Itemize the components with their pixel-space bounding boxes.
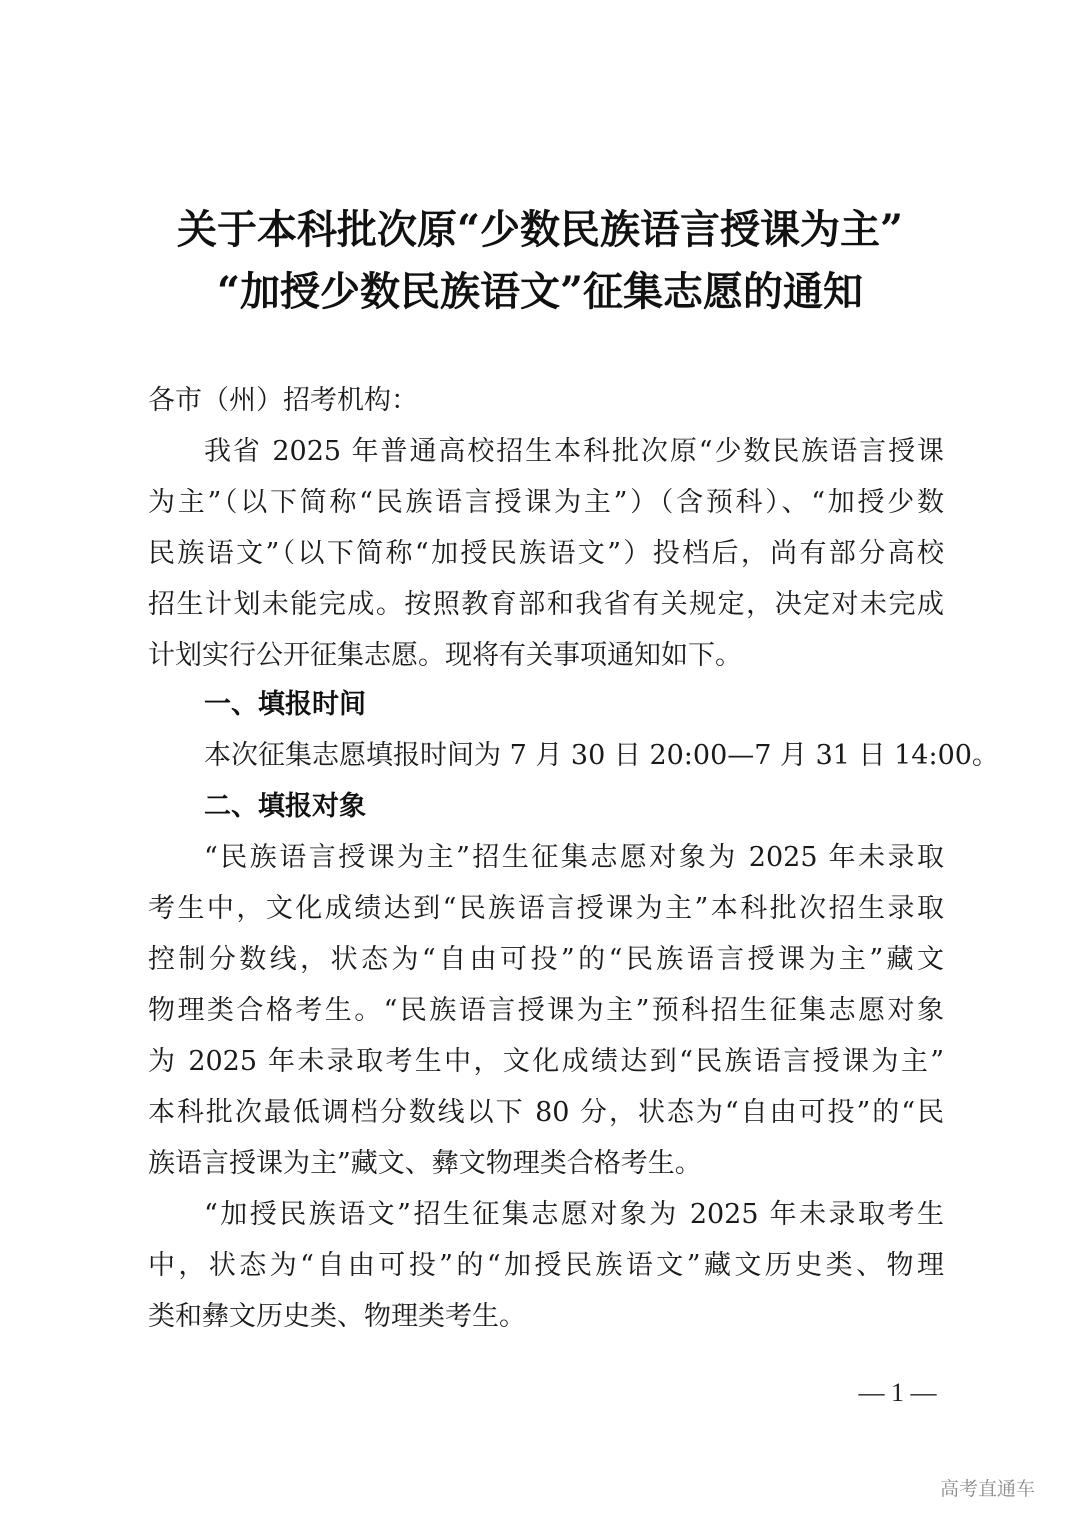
- target-para1-line: 控制分数线，状态为“自由可投”的“民族语言授课为主”藏文: [148, 944, 944, 975]
- page-number: — 1 —: [858, 1378, 937, 1407]
- target-para2-line: 类和彝文历史类、物理类考生。: [148, 1301, 526, 1332]
- salutation: 各市（州）招考机构：: [148, 385, 418, 416]
- target-para1-line: 考生中，文化成绩达到“民族语言授课为主”本科批次招生录取: [148, 893, 944, 924]
- target-para2-line: “加授民族语文”招生征集志愿对象为 2025 年未录取考生: [204, 1199, 944, 1230]
- intro-line: 计划实行公开征集志愿。现将有关事项通知如下。: [148, 640, 742, 671]
- intro-line: 为主”（以下简称“民族语言授课为主”）（含预科）、“加授少数: [148, 487, 944, 518]
- target-para1-line: 为 2025 年未录取考生中，文化成绩达到“民族语言授课为主”: [148, 1046, 944, 1077]
- document-title-line-1: 关于本科批次原“少数民族语言授课为主”: [176, 206, 903, 253]
- target-para1-line: 族语言授课为主”藏文、彝文物理类合格考生。: [148, 1148, 702, 1179]
- target-para1-line: “民族语言授课为主”招生征集志愿对象为 2025 年未录取: [204, 842, 944, 873]
- document-title-line-2: “加授少数民族语文”征集志愿的通知: [216, 268, 863, 315]
- fill-time-text: 本次征集志愿填报时间为 7 月 30 日 20:00—7 月 31 日 14:00。: [204, 740, 999, 771]
- intro-line: 我省 2025 年普通高校招生本科批次原“少数民族语言授课: [204, 436, 944, 467]
- target-para2-line: 中，状态为“自由可投”的“加授民族语文”藏文历史类、物理: [148, 1250, 944, 1281]
- target-para1-line: 本科批次最低调档分数线以下 80 分，状态为“自由可投”的“民: [148, 1097, 944, 1128]
- target-para1-line: 物理类合格考生。“民族语言授课为主”预科招生征集志愿对象: [148, 995, 944, 1026]
- intro-line: 民族语文”（以下简称“加授民族语文”）投档后，尚有部分高校: [148, 538, 944, 569]
- watermark: 高考直通车: [940, 1478, 1036, 1500]
- intro-line: 招生计划未能完成。按照教育部和我省有关规定，决定对未完成: [148, 589, 944, 620]
- section-heading-fill-target: 二、填报对象: [204, 791, 366, 822]
- section-heading-fill-time: 一、填报时间: [204, 689, 366, 720]
